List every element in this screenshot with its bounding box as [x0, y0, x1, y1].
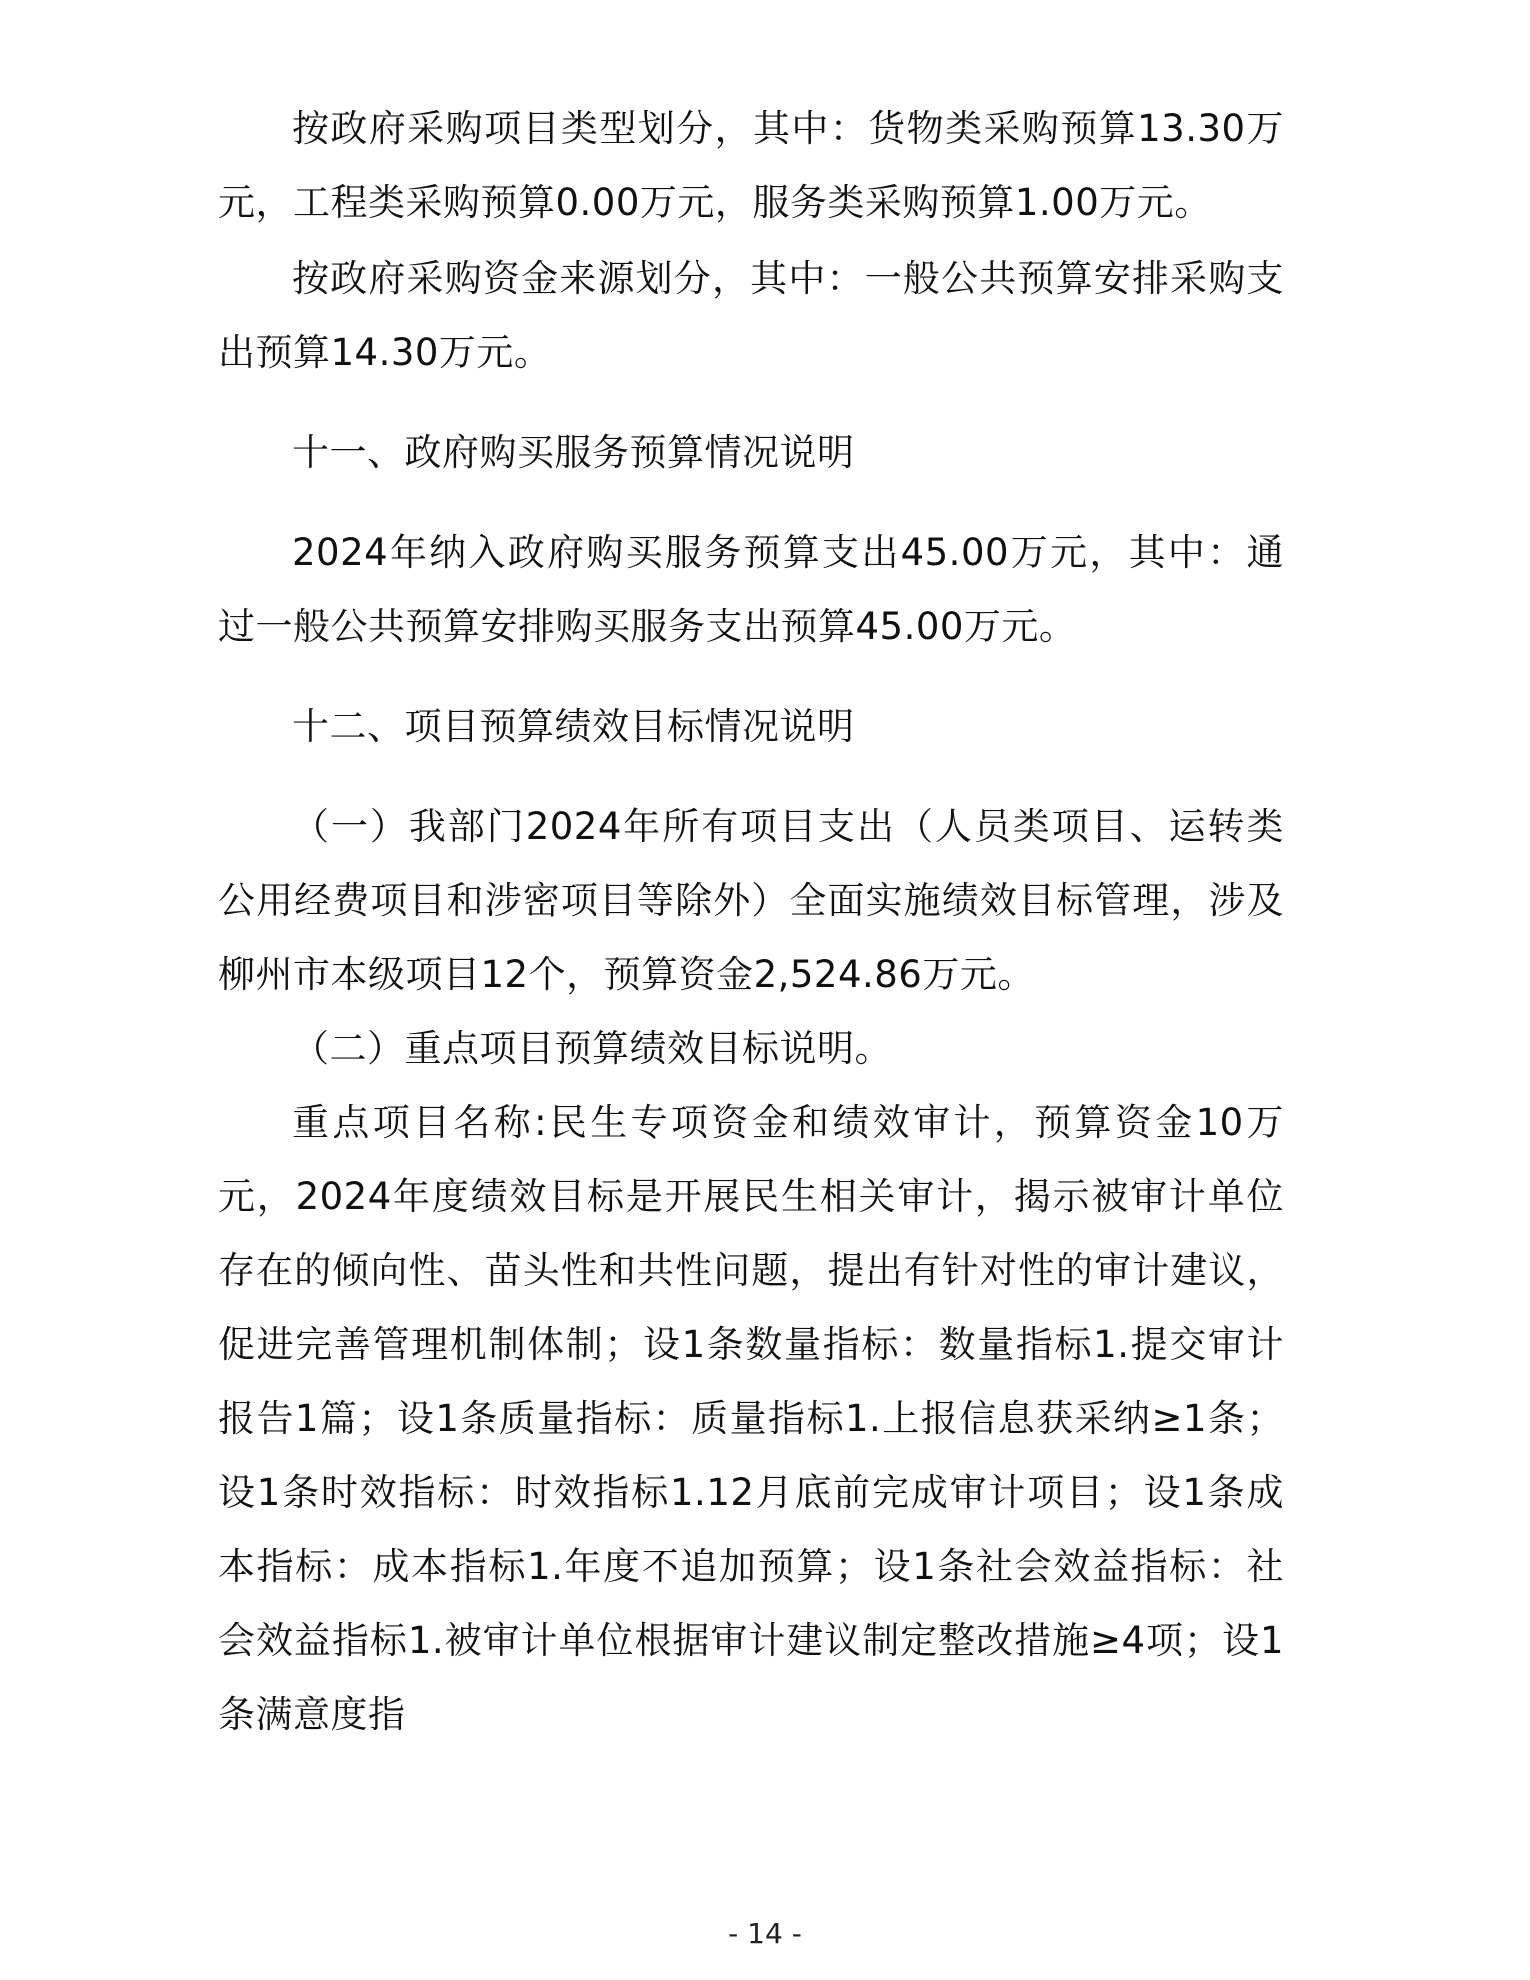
paragraph-performance-scope: （一）我部门2024年所有项目支出（人员类项目、运转类公用经费项目和涉密项目等除外）全面实施绩效目标管理，涉及柳州市本级项目12个，预算资金2,524.86万元。	[218, 805, 1284, 996]
document-body	[218, 92, 1284, 1752]
paragraph-procurement-source: 按政府采购资金来源划分，其中：一般公共预算安排采购支出预算14.30万元。	[218, 257, 1284, 374]
paragraph-key-project-detail: 重点项目名称:民生专项资金和绩效审计，预算资金10万元，2024年度绩效目标是开展民生相关审计，揭示被审计单位存在的倾向性、苗头性和共性问题，提出有针对性的审计建议，促进完善管理机制体制；设1条数量指标：数量指标1.提交审计报告1篇；设1条质量指标：质量指标1.上报信息获采纳≥1条；设1条时效指标：时效指标1.12月底前完成审计项目；设1条成本指标：成本指标1.年度不追加预算；设1条社会效益指标：社会效益指标1.被审计单位根据审计建议制定整改措施≥4项；设1条满意度指	[218, 1101, 1284, 1736]
section-heading-12: 十二、项目预算绩效目标情况说明	[292, 705, 855, 748]
page-number: - 14 -	[728, 1917, 802, 1950]
paragraph-key-projects-title: （二）重点项目预算绩效目标说明。	[292, 1027, 892, 1070]
paragraph-service-purchase: 2024年纳入政府购买服务预算支出45.00万元，其中：通过一般公共预算安排购买服务支出预算45.00万元。	[218, 531, 1284, 648]
section-heading-11: 十一、政府购买服务预算情况说明	[292, 431, 855, 474]
paragraph-procurement-type: 按政府采购项目类型划分，其中：货物类采购预算13.30万元，工程类采购预算0.00万元，服务类采购预算1.00万元。	[218, 107, 1284, 224]
